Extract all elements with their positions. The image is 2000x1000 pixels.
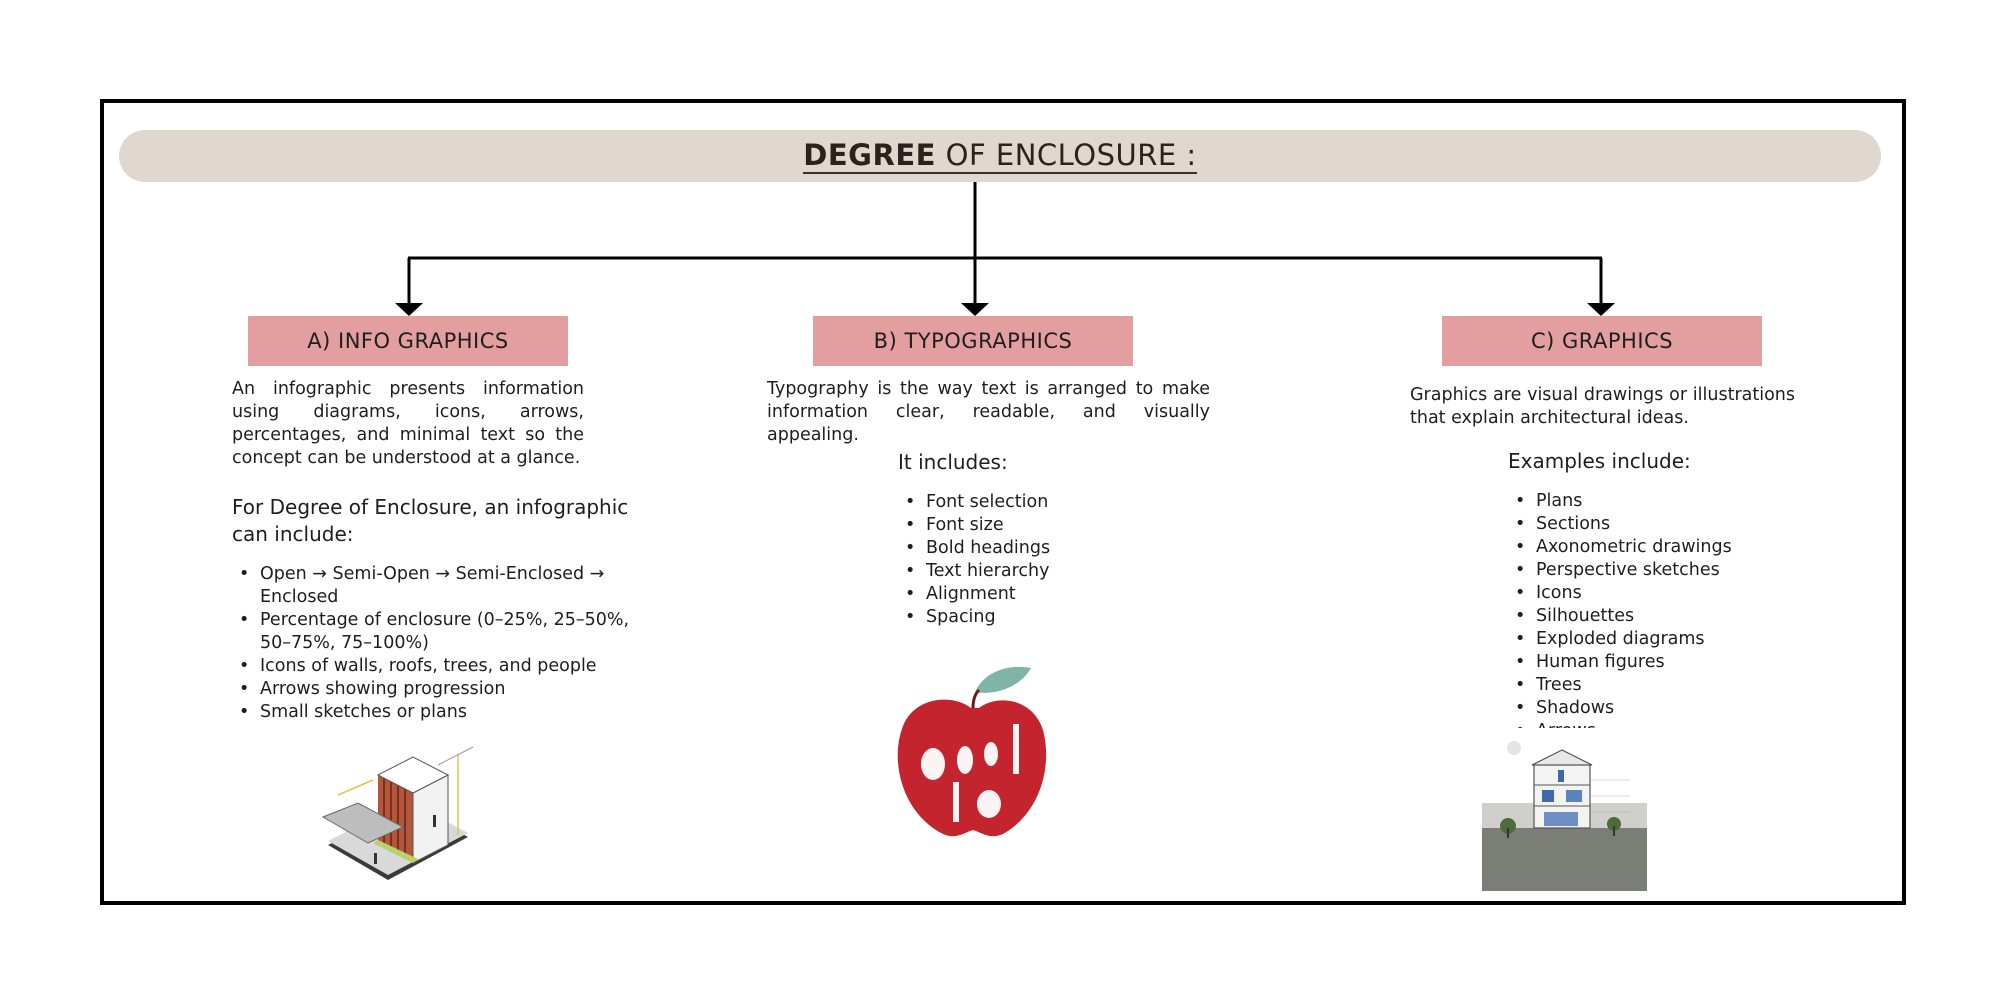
list-item: • Shadows: [1508, 697, 1808, 720]
list-item: • Axonometric drawings: [1508, 536, 1808, 559]
axonometric-building-illustration: [318, 745, 483, 885]
list-item: • Sections: [1508, 513, 1808, 536]
info-graphics-subheading: For Degree of Enclosure, an infographic can include:: [232, 495, 629, 546]
building-section-illustration: [1482, 728, 1647, 891]
list-item: • Alignment: [898, 583, 1198, 606]
list-item: • Font selection: [898, 491, 1198, 514]
title-rest: OF ENCLOSURE :: [935, 138, 1197, 172]
box-info-graphics: A) INFO GRAPHICS: [248, 316, 568, 366]
info-graphics-list: [232, 563, 642, 724]
title-bar: [119, 130, 1881, 182]
typographics-subheading: It includes:: [898, 450, 1008, 474]
box-typographics: B) TYPOGRAPHICS: [813, 316, 1133, 366]
list-item: • Arrows showing progression: [232, 678, 642, 701]
list-item: • Perspective sketches: [1508, 559, 1808, 582]
list-item: • Small sketches or plans: [232, 701, 642, 724]
apple-typography-illustration: [893, 664, 1053, 844]
list-item: • Trees: [1508, 674, 1808, 697]
list-item: • Silhouettes: [1508, 605, 1808, 628]
box-graphics: C) GRAPHICS: [1442, 316, 1762, 366]
list-item: • Spacing: [898, 606, 1198, 629]
list-item: • Human figures: [1508, 651, 1808, 674]
list-item: • Icons: [1508, 582, 1808, 605]
list-item: • Percentage of enclosure (0–25%, 25–50%, 50–75%, 75–100%): [232, 609, 642, 655]
list-item: • Exploded diagrams: [1508, 628, 1808, 651]
list-item: • Icons of walls, roofs, trees, and people: [232, 655, 642, 678]
graphics-list: [1508, 490, 1808, 743]
title-bold: DEGREE: [803, 138, 936, 172]
page-title: [803, 138, 1196, 174]
info-graphics-description: An infographic presents information using diagrams, icons, arrows, percentages, and minimal text so the concept can be understood at a glance.: [232, 379, 584, 468]
graphics-description: Graphics are visual drawings or illustrations that explain architectural ideas.: [1410, 385, 1795, 428]
list-item: • Bold headings: [898, 537, 1198, 560]
typographics-list: [898, 491, 1198, 629]
graphics-subheading: Examples include:: [1508, 449, 1691, 473]
list-item: • Font size: [898, 514, 1198, 537]
list-item: • Open → Semi-Open → Semi-Enclosed → Enclosed: [232, 563, 642, 609]
list-item: • Text hierarchy: [898, 560, 1198, 583]
typographics-description: Typography is the way text is arranged to make information clear, readable, and visually appealing.: [767, 379, 1210, 445]
list-item: • Plans: [1508, 490, 1808, 513]
